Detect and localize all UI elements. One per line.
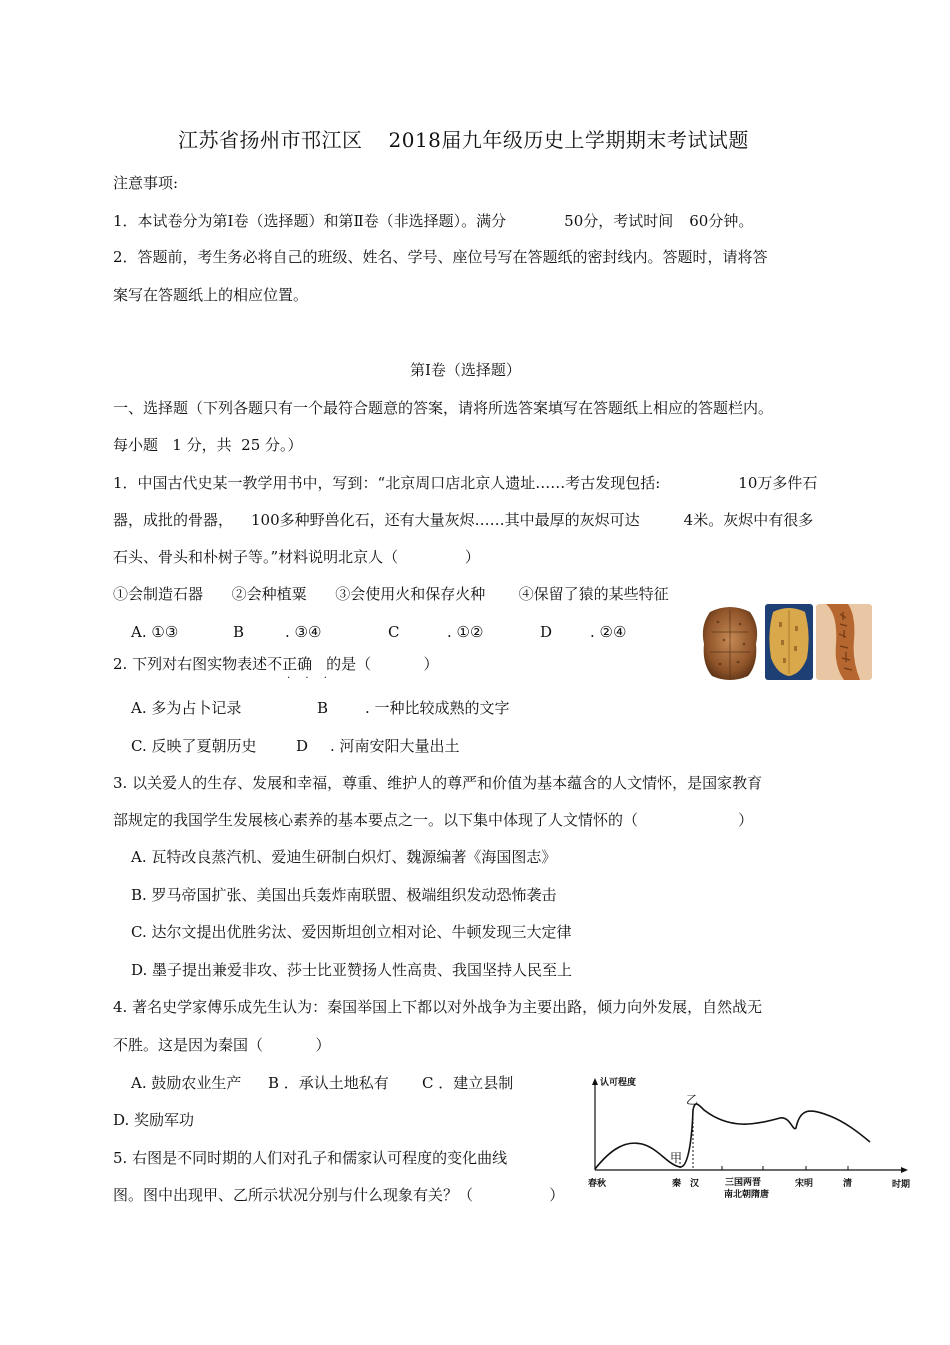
q4-line1: 4. 著名史学家傅乐成先生认为：秦国举国上下都以对外战争为主要出路，倾力向外发展，自然战无	[113, 998, 763, 1016]
y-axis-label: 认可程度	[600, 1078, 637, 1088]
recognition-curve-figure	[580, 1070, 920, 1205]
note-1-time: 60分钟。	[689, 212, 754, 230]
y-axis-arrow-icon	[592, 1078, 598, 1085]
q3-option-c: C. 达尔文提出优胜劣汰、爱因斯坦创立相对论、牛顿发现三大定律	[131, 923, 572, 941]
q1-option-c: . ①②	[447, 623, 484, 641]
q2-stem	[113, 654, 439, 674]
doc-title	[178, 127, 749, 153]
q1-line2	[113, 510, 813, 530]
x-axis-arrow-icon	[901, 1167, 908, 1173]
q2-option-d: . 河南安阳大量出土	[330, 737, 460, 755]
section-intro-line2: 每小题 1 分，共 25 分。）	[113, 436, 303, 454]
section-title: 第Ⅰ卷（选择题）	[410, 361, 521, 379]
note-2-line1: 2．答题前，考生务必将自己的班级、姓名、学号、座位号写在答题纸的密封线内。答题时，请将答	[113, 248, 768, 266]
q1-option-d-letter: D	[540, 623, 553, 641]
q1-option-b: . ③④	[285, 623, 322, 641]
x-axis-label: 时期	[892, 1180, 911, 1190]
q4-option-c: C ．建立县制	[422, 1074, 514, 1092]
note-1-text: 1．本试卷分为第Ⅰ卷（选择题）和第Ⅱ卷（非选择题）。满分	[113, 212, 507, 230]
q1-option-a: A. ①③	[131, 623, 179, 641]
q4-option-a: A. 鼓励农业生产	[131, 1074, 242, 1092]
q3-line2: 部规定的我国学生发展核心素养的基本要点之一。以下集中体现了人文情怀的（ ）	[113, 811, 754, 829]
q1-line3: 石头、骨头和朴树子等。”材料说明北京人（ ）	[113, 548, 480, 566]
q2-option-d-letter: D	[296, 737, 309, 755]
q2-stem-a: 2. 下列对右图实物表述不正确	[113, 655, 313, 673]
title-main: 2018届九年级历史上学期期末考试试题	[388, 128, 749, 152]
q1-stem-b: 10万多件石	[738, 474, 818, 492]
marker-yi: 乙	[686, 1093, 699, 1107]
q5-line1: 5. 右图是不同时期的人们对孔子和儒家认可程度的变化曲线	[113, 1149, 508, 1167]
q2-option-c: C. 反映了夏朝历史	[131, 737, 257, 755]
q5-line2: 图。图中出现甲、乙所示状况分别与什么现象有关？（ ）	[113, 1186, 565, 1204]
q1-stem-c: 器，成批的骨器，	[113, 511, 234, 529]
tick-label-han: 汉	[690, 1179, 700, 1189]
q2-option-b-letter: B	[317, 699, 329, 717]
q2-option-b: . 一种比较成熟的文字	[365, 699, 510, 717]
tick-label-qing: 清	[843, 1179, 853, 1189]
tick-label-chunqiu: 春秋	[588, 1179, 607, 1189]
note-1	[113, 211, 753, 231]
notes-heading: 注意事项:	[113, 174, 179, 192]
q2-emphasis-dots: · · ·	[287, 673, 333, 684]
q1-items: ①会制造石器 ②会种植粟 ③会使用火和保存火种 ④保留了猿的某些特征	[113, 585, 669, 603]
q2-option-a: A. 多为占卜记录	[131, 699, 242, 717]
q3-option-b: B. 罗马帝国扩张、美国出兵轰炸南联盟、极端组织发动恐怖袭击	[131, 886, 557, 904]
note-1-score: 50分，考试时间	[564, 212, 674, 230]
q4-option-b: B ．承认土地私有	[268, 1074, 389, 1092]
q3-option-d: D. 墨子提出兼爱非攻、莎士比亚赞扬人性高贵、我国坚持人民至上	[131, 961, 573, 979]
q4-line2: 不胜。这是因为秦国（ ）	[113, 1036, 331, 1054]
q1-stem-e: 4米。灰烬中有很多	[683, 511, 814, 529]
q1-stem-d: 100多种野兽化石，还有大量灰烬……其中最厚的灰烬可达	[251, 511, 640, 529]
tick-label-sanguo: 三国两晋	[725, 1178, 762, 1188]
title-region: 江苏省扬州市邗江区	[178, 128, 363, 152]
q4-option-d: D. 奖励军功	[113, 1111, 195, 1129]
q1-option-b-letter: B	[233, 623, 245, 641]
section-intro-line1: 一、选择题（下列各题只有一个最符合题意的答案，请将所选答案填写在答题纸上相应的答题栏内。	[113, 399, 774, 417]
q3-line1: 3. 以关爱人的生存、发展和幸福，尊重、维护人的尊严和价值为基本蕴含的人文情怀，是国家教育	[113, 774, 763, 792]
q1-line1	[113, 473, 817, 493]
q1-option-c-letter: C	[388, 623, 400, 641]
q2-stem-b: 的是（ ）	[326, 655, 439, 673]
recognition-curve	[595, 1104, 870, 1169]
tick-label-qin: 秦	[672, 1179, 682, 1189]
q1-option-d: . ②④	[590, 623, 627, 641]
q1-stem-a: 1．中国古代史某一教学用书中，写到：“北京周口店北京人遗址……考古发现包括:	[113, 474, 661, 492]
q3-option-a: A. 瓦特改良蒸汽机、爱迪生研制白炽灯、魏源编著《海国图志》	[131, 848, 557, 866]
tick-label-nanbei: 南北朝隋唐	[724, 1190, 770, 1200]
oracle-bone-image	[816, 604, 872, 680]
marker-jia: 甲	[670, 1151, 683, 1165]
tick-label-songming: 宋明	[795, 1179, 814, 1189]
oracle-plastron-image	[765, 604, 813, 680]
oracle-tortoise-shell-image	[700, 604, 760, 682]
note-2-line2: 案写在答题纸上的相应位置。	[113, 286, 309, 304]
